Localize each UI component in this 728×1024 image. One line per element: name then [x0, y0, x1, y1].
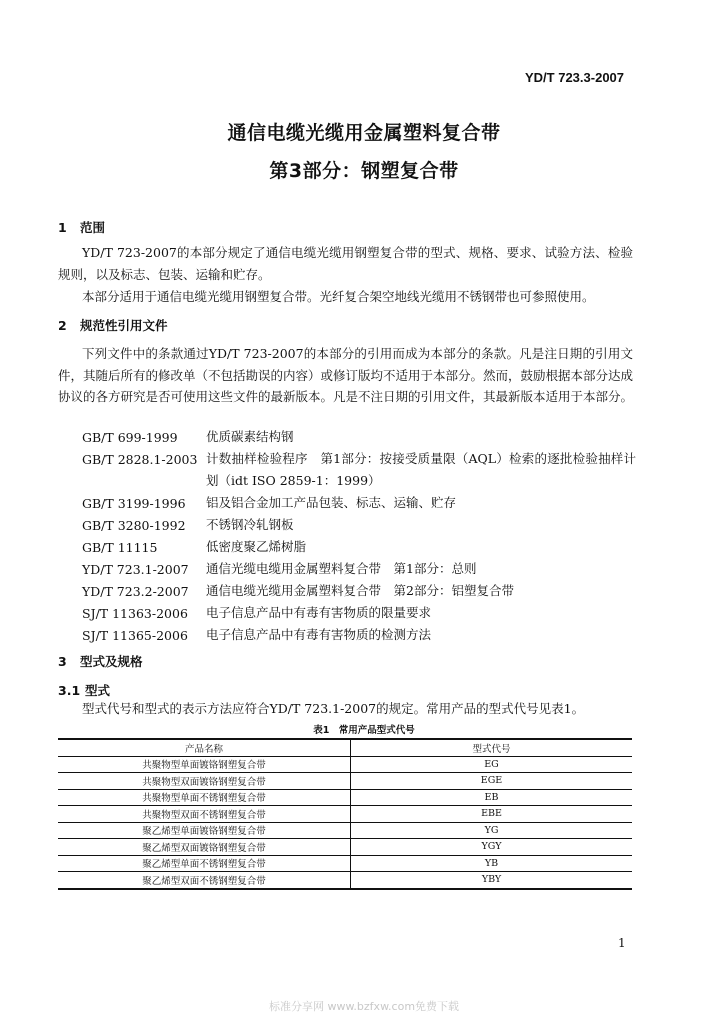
reference-title: 通信光缆电缆用金属塑料复合带 第1部分：总则: [206, 561, 477, 576]
product-name-cell: 共聚物型单面不锈钢塑复合带: [58, 789, 351, 806]
reference-title: 电子信息产品中有毒有害物质的限量要求: [206, 605, 432, 620]
document-title: 通信电缆光缆用金属塑料复合带: [227, 122, 501, 144]
reference-code: GB/T 2828.1-2003: [82, 452, 198, 467]
table-row: [58, 806, 632, 823]
table-row: [58, 872, 632, 889]
normative-paragraph: 下列文件中的条款通过YD/T 723-2007的本部分的引用而成为本部分的条款。凡是注日期的引用文件，其随后所有的修改单（不包括勘误的内容）或修订版均不适用于本部分。然而，鼓励根据本部分达成协议的各方研究是否可使用这些文件的最新版本。凡是不注日期的引用文件，其最新版本适用于本部分。: [58, 346, 634, 404]
subsection-3-1-heading: [58, 681, 110, 699]
section-3-heading: [58, 652, 143, 670]
reference-title: 低密度聚乙烯树脂: [206, 539, 307, 554]
table-row: [58, 756, 632, 773]
section-number: 1: [58, 220, 67, 235]
reference-code: YD/T 723.2-2007: [82, 584, 189, 599]
type-code-cell: EG: [351, 756, 633, 773]
type-code-cell: YBY: [351, 872, 633, 889]
column-header-type-code: 型式代号: [351, 739, 633, 756]
type-code-cell: YG: [351, 822, 633, 839]
standard-number: YD/T 723.3-2007: [525, 70, 625, 85]
reference-code: GB/T 3199-1996: [82, 496, 186, 511]
product-name-cell: 聚乙烯型单面不锈钢塑复合带: [58, 855, 351, 872]
section-2-heading: [58, 316, 168, 334]
reference-code: YD/T 723.1-2007: [82, 562, 189, 577]
reference-title: 不锈钢冷轧钢板: [206, 517, 294, 532]
product-name-cell: 共聚物型双面不锈钢塑复合带: [58, 806, 351, 823]
type-code-cell: YB: [351, 855, 633, 872]
reference-code: GB/T 699-1999: [82, 430, 178, 445]
table-row: [58, 789, 632, 806]
reference-title: 优质碳素结构钢: [206, 429, 294, 444]
table-header-row: [58, 739, 632, 756]
section-1-heading: [58, 218, 105, 236]
table-caption: 表1 常用产品型式代号: [313, 725, 415, 736]
reference-code: SJ/T 11363-2006: [82, 606, 188, 621]
reference-title: 通信电缆光缆用金属塑料复合带 第2部分：铝塑复合带: [206, 583, 514, 598]
document-subtitle: 第3部分：钢塑复合带: [269, 160, 459, 182]
table-row: [58, 839, 632, 856]
section-title: 型式及规格: [80, 654, 143, 669]
reference-code: GB/T 11115: [82, 540, 158, 555]
product-name-cell: 聚乙烯型双面不锈钢塑复合带: [58, 872, 351, 889]
product-name-cell: 聚乙烯型双面镀铬钢塑复合带: [58, 839, 351, 856]
table-row: [58, 855, 632, 872]
subsection-number: 3.1: [58, 683, 81, 698]
product-name-cell: 聚乙烯型单面镀铬钢塑复合带: [58, 822, 351, 839]
table-row: [58, 822, 632, 839]
reference-code: GB/T 3280-1992: [82, 518, 186, 533]
product-name-cell: 共聚物型单面镀铬钢塑复合带: [58, 756, 351, 773]
product-name-cell: 共聚物型双面镀铬钢塑复合带: [58, 773, 351, 790]
page-number: 1: [618, 936, 626, 950]
column-header-product-name: 产品名称: [58, 739, 351, 756]
section-title: 规范性引用文件: [80, 318, 168, 333]
type-code-cell: EBE: [351, 806, 633, 823]
reference-title: 铝及铝合金加工产品包装、标志、运输、贮存: [206, 495, 457, 510]
types-paragraph: 型式代号和型式的表示方法应符合YD/T 723.1-2007的规定。常用产品的型式代号见表1。: [82, 701, 585, 716]
type-code-cell: YGY: [351, 839, 633, 856]
table-row: [58, 773, 632, 790]
type-code-cell: EGE: [351, 773, 633, 790]
product-type-table: [58, 738, 632, 890]
reference-title: 计数抽样检验程序 第1部分：按接受质量限（AQL）检索的逐批检验抽样计划（idt ISO 2859-1：1999）: [206, 451, 636, 488]
type-code-cell: EB: [351, 789, 633, 806]
section-number: 2: [58, 318, 67, 333]
reference-title: 电子信息产品中有毒有害物质的检测方法: [206, 627, 432, 642]
scope-paragraph-2: 本部分适用于通信电缆光缆用钢塑复合带。光纤复合架空地线光缆用不锈钢带也可参照使用。: [82, 289, 595, 304]
section-title: 范围: [80, 220, 106, 235]
scope-paragraph-1: YD/T 723-2007的本部分规定了通信电缆光缆用钢塑复合带的型式、规格、要求、试验方法、检验规则，以及标志、包装、运输和贮存。: [58, 245, 633, 282]
subsection-title: 型式: [85, 683, 111, 698]
section-number: 3: [58, 654, 67, 669]
watermark: 标准分享网 www.bzfxw.com免费下载: [268, 1000, 460, 1013]
reference-code: SJ/T 11365-2006: [82, 628, 188, 643]
